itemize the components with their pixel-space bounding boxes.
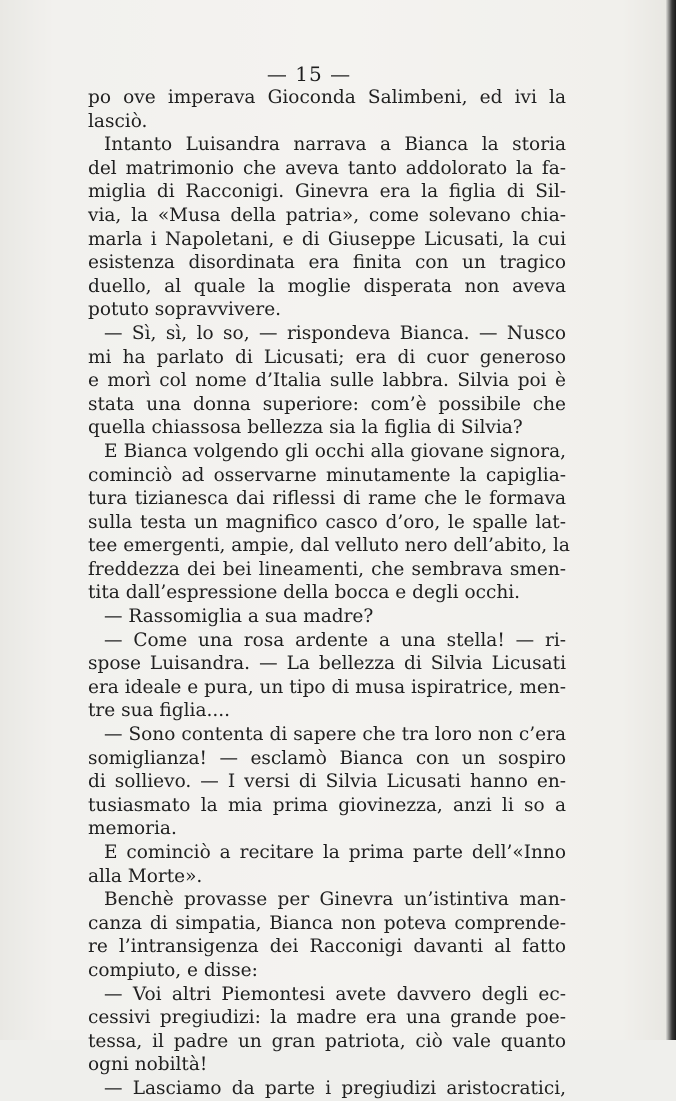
text-line: E Bianca volgendo gli occhi alla giovane signora, — [104, 440, 566, 462]
text-line: via, la «Musa della patria», come solevano chia- — [88, 204, 566, 226]
text-line: era ideale e pura, un tipo di musa ispiratrice, men- — [88, 676, 566, 698]
text-line: duello, al quale la moglie disperata non aveva — [88, 275, 566, 297]
text-line: spose Luisandra. — La bellezza di Silvia Licusati — [88, 653, 566, 675]
text-line: tusiasmato la mia prima giovinezza, anzi li so a — [88, 794, 566, 816]
text-line: compiuto, e disse: — [88, 959, 258, 981]
text-line: re l’intransigenza dei Racconigi davanti al fatto — [88, 936, 566, 958]
text-line: freddezza dei bei lineamenti, che sembrava smen- — [88, 558, 566, 580]
text-line: — Lasciamo da parte i pregiudizi aristocratici, — [104, 1077, 566, 1099]
text-line: — Sono contenta di sapere che tra loro non c’era — [104, 724, 566, 746]
text-line: marla i Napoletani, e di Giuseppe Licusati, la cui — [88, 228, 566, 250]
text-line: somiglianza! — esclamò Bianca con un sospiro — [88, 747, 566, 769]
text-line: tessa, il padre un gran patriota, ciò vale quanto — [88, 1030, 566, 1052]
text-line: Benchè provasse per Ginevra un’istintiva man- — [104, 889, 566, 911]
text-line: tre sua figlia.... — [88, 700, 230, 722]
text-line: miglia di Racconigi. Ginevra era la figlia di Sil- — [88, 181, 566, 203]
text-line: ogni nobiltà! — [88, 1054, 208, 1076]
text-line: alla Morte». — [88, 865, 203, 887]
body-text — [88, 86, 570, 1101]
text-line: canza di simpatia, Bianca non poteva comprende- — [88, 912, 566, 934]
text-line: — Rassomiglia a sua madre? — [104, 606, 374, 628]
page-number: — 15 — — [266, 62, 352, 86]
text-line: di sollievo. — I versi di Silvia Licusati hanno en- — [88, 771, 566, 793]
text-line: mi ha parlato di Licusati; era di cuor generoso — [88, 346, 566, 368]
text-line: quella chiassosa bellezza sia la figlia di Silvia? — [88, 417, 523, 439]
text-line: stata una donna superiore: com’è possibile che — [88, 393, 566, 415]
text-line: tee emergenti, ampie, dal velluto nero dell’abito, la — [88, 535, 570, 557]
text-line: po ove imperava Gioconda Salimbeni, ed ivi la — [88, 87, 566, 108]
text-line: tita dall’espressione della bocca e degli occhi. — [88, 582, 521, 604]
page-edge-shadow — [666, 0, 676, 1040]
text-line: E cominciò a recitare la prima parte dell’«Inno — [104, 842, 566, 863]
text-line: del matrimonio che aveva tanto addolorato la fa- — [88, 157, 566, 179]
text-line: — Sì, sì, lo so, — rispondeva Bianca. — Nusco — [104, 322, 566, 344]
text-line: Intanto Luisandra narrava a Bianca la storia — [104, 134, 566, 156]
text-line: memoria. — [88, 818, 177, 840]
text-line: cessivi pregiudizi: la madre era una grande poe- — [88, 1007, 566, 1029]
text-line: — Voi altri Piemontesi avete davvero degli ec- — [104, 983, 566, 1005]
text-line: tura tizianesca dai riflessi di rame che le formava — [88, 488, 566, 510]
text-line: esistenza disordinata era finita con un tragico — [88, 252, 566, 274]
text-line: lasciò. — [88, 110, 148, 132]
text-line: — Come una rosa ardente a una stella! — ri- — [104, 629, 566, 651]
text-line: potuto sopravvivere. — [88, 299, 282, 321]
text-line: sulla testa un magnifico casco d’oro, le spalle lat- — [88, 511, 566, 533]
text-line: cominciò ad osservarne minutamente la capiglia- — [88, 464, 566, 486]
text-line: e morì col nome d’Italia sulle labbra. Silvia poi è — [88, 370, 566, 392]
